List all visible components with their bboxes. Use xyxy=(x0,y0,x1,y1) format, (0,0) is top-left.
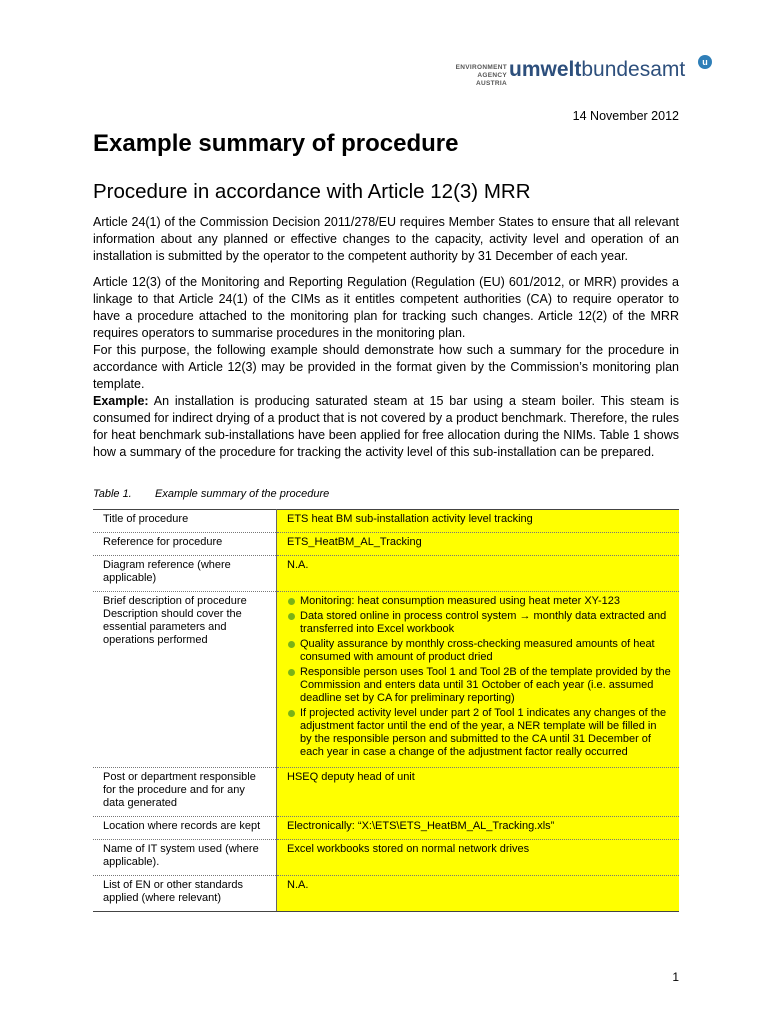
paragraph-4 xyxy=(93,393,679,461)
row-value-list xyxy=(277,592,680,768)
bullet-item: Monitoring: heat consumption measured using heat meter XY-123 xyxy=(287,595,671,608)
row-label: List of EN or other standards applied (where relevant) xyxy=(93,876,277,912)
table-row xyxy=(93,533,679,556)
table-row xyxy=(93,768,679,817)
row-label: Reference for procedure xyxy=(93,533,277,556)
row-label: Title of procedure xyxy=(93,510,277,533)
example-text: An installation is producing saturated steam at 15 bar using a steam boiler. This steam is consumed for indirect drying of a product that is not covered by a product benchmark. Therefore, the rules for heat benchmark sub-installations have been applied for free allocation during the NIMs. Table 1 shows how a summary of the procedure for tracking the activity level of this sub-installation can be prepared. xyxy=(93,394,679,459)
row-value: N.A. xyxy=(277,876,680,912)
example-label: Example: xyxy=(93,394,149,408)
paragraph-2: Article 12(3) of the Monitoring and Reporting Regulation (Regulation (EU) 601/2012, or MRR) provides a linkage to that Article 24(1) of the CIMs as it entitles competent authorities (CA) to require operator to have a procedure attached to the monitoring plan for tracking such changes. Article 12(2) of the MRR requires operators to summarise procedures in the monitoring plan. xyxy=(93,275,679,340)
table-caption-number: Table 1. xyxy=(93,488,132,500)
paragraph-1: Article 24(1) of the Commission Decision 2011/278/EU requires Member States to ensure that all relevant information about any planned or effective changes to the capacity, activity level and operation of an installation is submitted by the operator to the competent authority by 31 December of each year. xyxy=(93,215,679,263)
row-label: Location where records are kept xyxy=(93,817,277,840)
document-date: 14 November 2012 xyxy=(572,109,679,123)
row-label: Brief description of procedure Description should cover the essential parameters and operations performed xyxy=(93,592,277,768)
table-row xyxy=(93,510,679,533)
page-number: 1 xyxy=(672,970,679,984)
logo-wordmark xyxy=(509,58,685,82)
bullet-item: Data stored online in process control system → monthly data extracted and transferred into Excel workbook xyxy=(287,610,671,636)
row-label: Diagram reference (where applicable) xyxy=(93,556,277,592)
procedure-summary-table xyxy=(93,509,679,912)
logo-line-1: ENVIRONMENT xyxy=(455,64,507,71)
section-heading: Procedure in accordance with Article 12(3) MRR xyxy=(93,180,531,203)
logo-agency-text xyxy=(445,64,507,88)
row-value: HSEQ deputy head of unit xyxy=(277,768,680,817)
bullet-item: If projected activity level under part 2 of Tool 1 indicates any changes of the adjustment factor until the end of the year, a NER template will be filled in by the responsible person and submitted to the CA until 31 December of each year in case a change of the adjustment factor really occurred xyxy=(287,707,671,759)
table-caption xyxy=(93,488,329,500)
logo-line-2: AGENCY AUSTRIA xyxy=(476,72,507,87)
table-row xyxy=(93,556,679,592)
row-value: ETS heat BM sub-installation activity level tracking xyxy=(277,510,680,533)
row-label: Name of IT system used (where applicable). xyxy=(93,840,277,876)
table-row xyxy=(93,592,679,768)
row-value: Electronically: “X:\ETS\ETS_HeatBM_AL_Tracking.xls” xyxy=(277,817,680,840)
row-label: Post or department responsible for the procedure and for any data generated xyxy=(93,768,277,817)
bullet-item: Responsible person uses Tool 1 and Tool 2B of the template provided by the Commission and enters data until 31 October of each year (i.e. assumed deadline set by CA for preliminary reporting) xyxy=(287,666,671,705)
table-caption-text: Example summary of the procedure xyxy=(155,488,330,500)
logo-bold-part: umwelt xyxy=(509,58,582,81)
table-row xyxy=(93,840,679,876)
row-value: ETS_HeatBM_AL_Tracking xyxy=(277,533,680,556)
logo-mark-icon: u xyxy=(698,55,712,69)
bullet-list xyxy=(287,595,671,759)
table-row xyxy=(93,876,679,912)
logo-regular-part: bundesamt xyxy=(581,58,686,81)
document-title: Example summary of procedure xyxy=(93,130,459,157)
row-value: N.A. xyxy=(277,556,680,592)
paragraph-3: For this purpose, the following example should demonstrate how such a summary for the procedure in accordance with Article 12(3) may be provided in the format given by the Commission’s monitoring plan template. xyxy=(93,343,679,391)
row-value: Excel workbooks stored on normal network drives xyxy=(277,840,680,876)
umweltbundesamt-logo xyxy=(445,55,715,85)
table-row xyxy=(93,817,679,840)
bullet-item: Quality assurance by monthly cross-checking measured amounts of heat consumed with amount of product dried xyxy=(287,638,671,664)
